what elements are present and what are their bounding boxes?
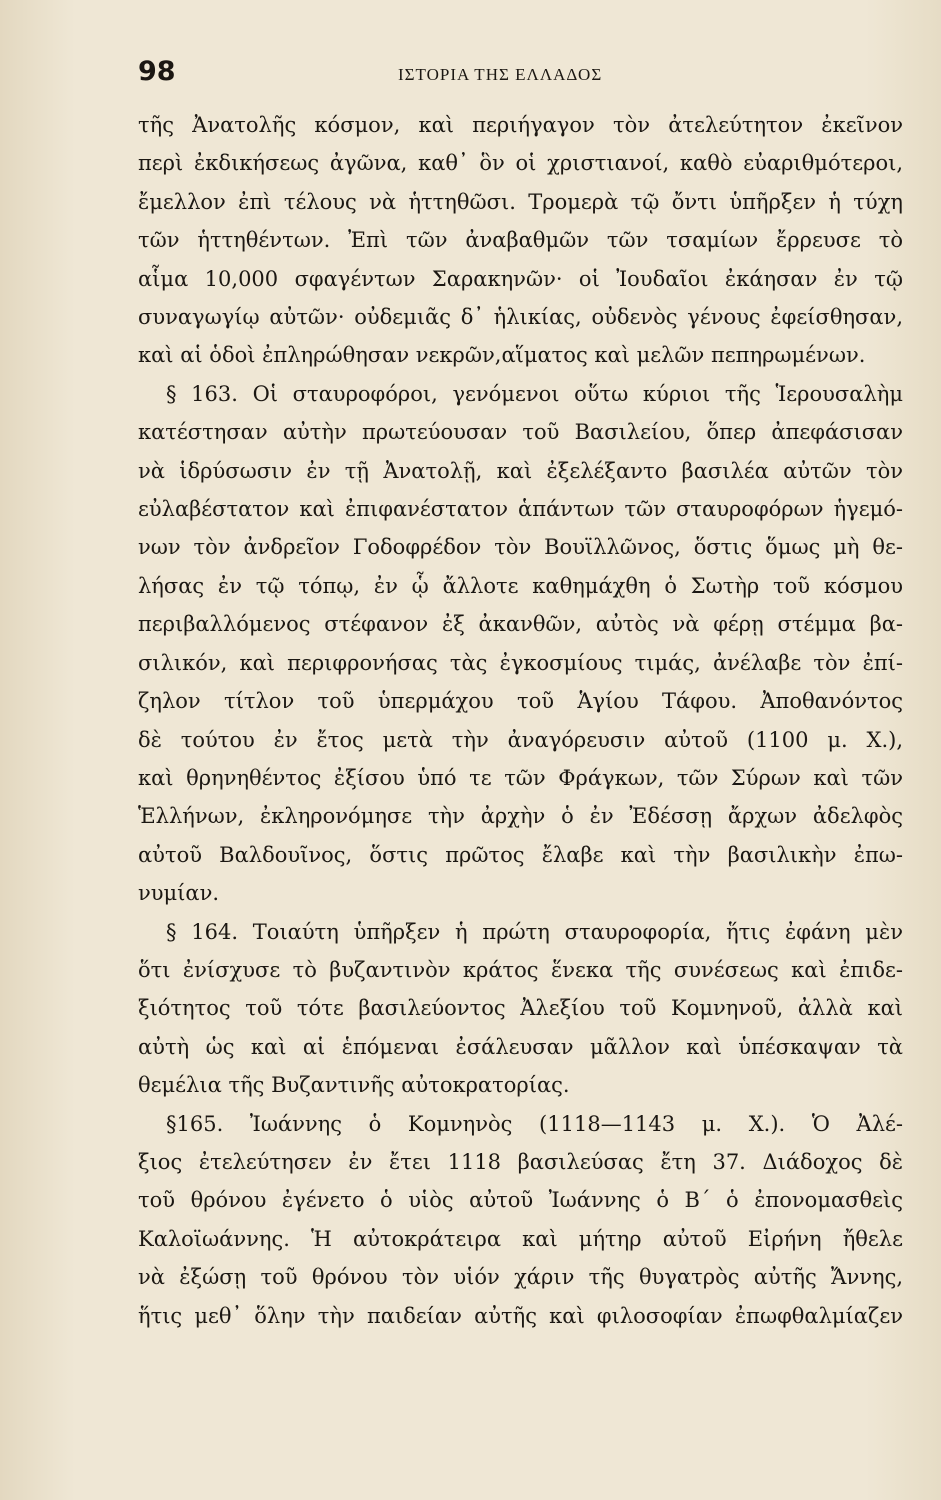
- text-line: εὐλαβέστατον καὶ ἐπιφανέστατον ἁπάντων τῶν σταυροφόρων ἡγεμό-: [138, 497, 903, 522]
- text-line: ζηλον τίτλον τοῦ ὑπερμάχου τοῦ Ἁγίου Τάφου. Ἀποθανόντος: [138, 689, 903, 714]
- text-line: ὅτι ἐνίσχυσε τὸ βυζαντινὸν κράτος ἕνεκα τῆς συνέσεως καὶ ἐπιδε-: [138, 957, 903, 982]
- text-line: νὰ ἐξώσῃ τοῦ θρόνου τὸν υἱόν χάριν τῆς θυγατρὸς αὐτῆς Ἄννης,: [138, 1265, 903, 1290]
- text-line: ξιότητος τοῦ τότε βασιλεύοντος Ἀλεξίου τοῦ Κομνηνοῦ, ἀλλὰ καὶ: [138, 996, 903, 1021]
- text-line: ἔμελλον ἐπὶ τέλους νὰ ἡττηθῶσι. Τρομερὰ τῷ ὄντι ὑπῆρξεν ἡ τύχη: [138, 189, 903, 214]
- text-line: νὰ ἱδρύσωσιν ἐν τῇ Ἀνατολῇ, καὶ ἐξελέξαντο βασιλέα αὐτῶν τὸν: [138, 458, 903, 483]
- text-line: ἥτις μεθ᾽ ὅλην τὴν παιδείαν αὐτῆς καὶ φιλοσοφίαν ἐπωφθαλμίαζεν: [138, 1303, 903, 1328]
- text-line: §165. Ἰωάννης ὁ Κομνηνὸς (1118—1143 μ. Χ.). Ὁ Ἀλέ-: [166, 1111, 903, 1136]
- text-line: περὶ ἐκδικήσεως ἀγῶνα, καθ᾽ ὃν οἱ χριστιανοί, καθὸ εὐαριθμότεροι,: [138, 151, 903, 176]
- text-line: § 163. Οἱ σταυροφόροι, γενόμενοι οὕτω κύριοι τῆς Ἱερουσαλὴμ: [166, 381, 903, 406]
- text-line: δὲ τούτου ἐν ἔτος μετὰ τὴν ἀναγόρευσιν αὐτοῦ (1100 μ. Χ.),: [138, 727, 903, 752]
- text-line: ξιος ἐτελεύτησεν ἐν ἔτει 1118 βασιλεύσας ἔτη 37. Διάδοχος δὲ: [138, 1149, 903, 1174]
- text-line: τοῦ θρόνου ἐγένετο ὁ υἱὸς αὐτοῦ Ἰωάννης ὁ Β΄ ὁ ἐπονομασθεὶς: [138, 1188, 903, 1213]
- text-line: κατέστησαν αὐτὴν πρωτεύουσαν τοῦ Βασιλείου, ὅπερ ἀπεφάσισαν: [138, 420, 903, 445]
- text-line: περιβαλλόμενος στέφανον ἐξ ἀκανθῶν, αὐτὸς νὰ φέρῃ στέμμα βα-: [138, 612, 903, 637]
- text-line: νων τὸν ἀνδρεῖον Γοδοφρέδον τὸν Βουϊλλῶνος, ὅστις ὅμως μὴ θε-: [138, 535, 903, 560]
- text-line: σιλικόν, καὶ περιφρονήσας τὰς ἐγκοσμίους τιμάς, ἀνέλαβε τὸν ἐπί-: [138, 650, 903, 675]
- running-head: ΙΣΤΟΡΙΑ ΤΗΣ ΕΛΛΑΔΟΣ: [398, 65, 603, 84]
- text-line: καὶ αἱ ὁδοὶ ἐπληρώθησαν νεκρῶν,αἵματος καὶ μελῶν πεπηρωμένων.: [138, 343, 866, 368]
- text-line: αὐτὴ ὡς καὶ αἱ ἑπόμεναι ἐσάλευσαν μᾶλλον καὶ ὑπέσκαψαν τὰ: [138, 1034, 903, 1059]
- text-line: τῆς Ἀνατολῆς κόσμον, καὶ περιήγαγον τὸν ἀτελεύτητον ἐκεῖνον: [138, 113, 903, 137]
- text-line: θεμέλια τῆς Βυζαντινῆς αὐτοκρατορίας.: [138, 1073, 570, 1098]
- body-text: [138, 106, 903, 1335]
- text-line: Ἑλλήνων, ἐκληρονόμησε τὴν ἀρχὴν ὁ ἐν Ἐδέσσῃ ἄρχων ἀδελφὸς: [138, 804, 903, 829]
- text-line: συναγωγίῳ αὐτῶν· οὐδεμιᾶς δ᾽ ἡλικίας, οὐδενὸς γένους ἐφείσθησαν,: [138, 305, 903, 330]
- page-header: [138, 56, 903, 100]
- text-line: νυμίαν.: [138, 881, 220, 906]
- text-line: τῶν ἡττηθέντων. Ἐπὶ τῶν ἀναβαθμῶν τῶν τσαμίων ἔρρευσε τὸ: [138, 228, 903, 253]
- text-line: λήσας ἐν τῷ τόπῳ, ἐν ᾧ ἄλλοτε καθημάχθη ὁ Σωτὴρ τοῦ κόσμου: [138, 573, 903, 598]
- text-line: καὶ θρηνηθέντος ἐξίσου ὑπό τε τῶν Φράγκων, τῶν Σύρων καὶ τῶν: [138, 765, 903, 790]
- text-line: αἷμα 10,000 σφαγέντων Σαρακηνῶν· οἱ Ἰουδαῖοι ἐκάησαν ἐν τῷ: [138, 266, 903, 291]
- page-number: 98: [138, 56, 176, 87]
- text-line: αὐτοῦ Βαλδουῖνος, ὅστις πρῶτος ἔλαβε καὶ τὴν βασιλικὴν ἐπω-: [138, 842, 903, 867]
- text-line: § 164. Τοιαύτη ὑπῆρξεν ἡ πρώτη σταυροφορία, ἥτις ἐφάνη μὲν: [166, 919, 903, 944]
- text-line: Καλοϊωάννης. Ἡ αὐτοκράτειρα καὶ μήτηρ αὐτοῦ Εἰρήνη ἤθελε: [138, 1226, 903, 1251]
